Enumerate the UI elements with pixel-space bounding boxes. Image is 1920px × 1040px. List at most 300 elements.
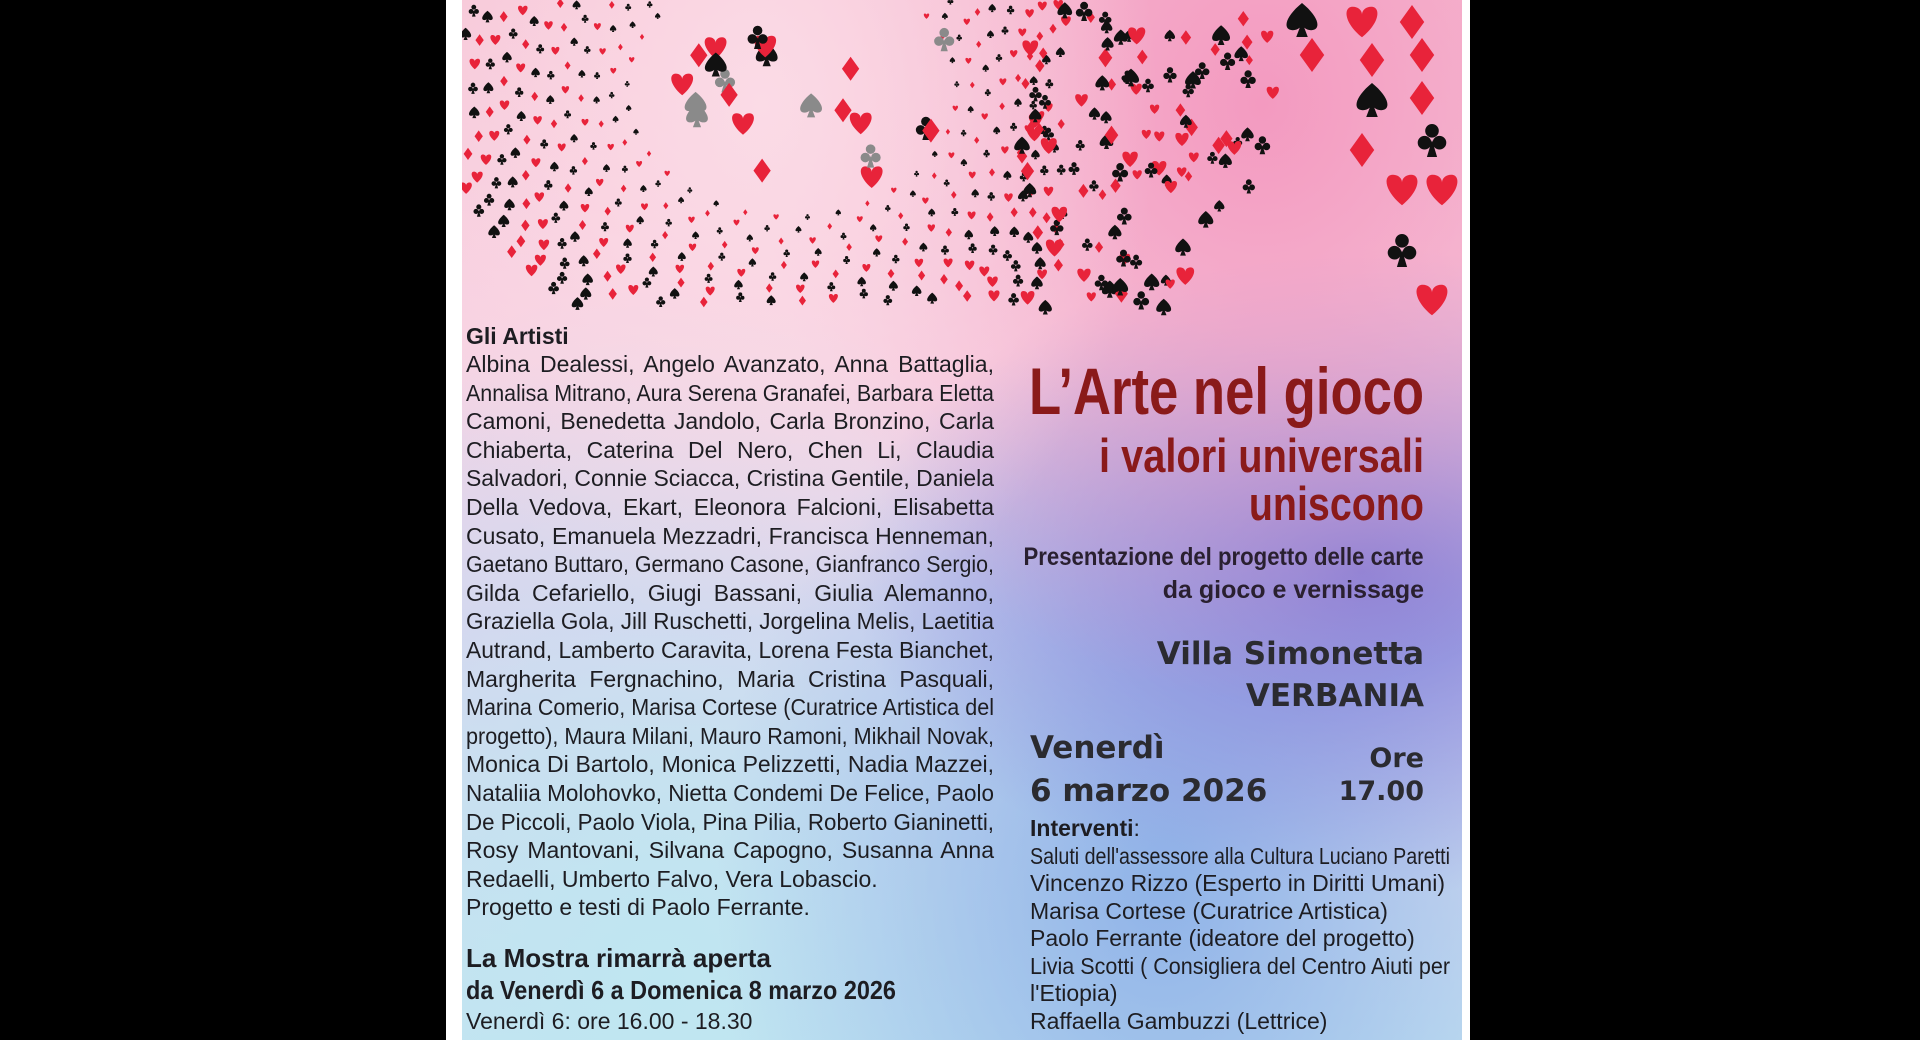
- club-suit-icon: [642, 277, 651, 287]
- artists-line: Albina Dealessi, Angelo Avanzato, Anna Battaglia,: [466, 351, 994, 377]
- diamond-suit-icon: [1181, 30, 1191, 45]
- spade-suit-icon: [1198, 211, 1213, 228]
- diamond-suit-icon: [1015, 74, 1021, 82]
- diamond-suit-icon: [753, 159, 770, 183]
- spade-suit-icon: [570, 38, 577, 46]
- heart-suit-icon: [490, 35, 500, 45]
- spade-suit-icon: [919, 243, 927, 252]
- event-title: L’Arte nel gioco: [1028, 354, 1424, 428]
- diamond-suit-icon: [609, 288, 617, 300]
- diamond-suit-icon: [720, 83, 737, 107]
- heart-suit-icon: [1025, 9, 1034, 17]
- diamond-suit-icon: [551, 119, 557, 128]
- diamond-suit-icon: [649, 253, 656, 262]
- spade-suit-icon: [1095, 75, 1109, 90]
- spade-suit-icon: [927, 293, 937, 304]
- diamond-suit-icon: [517, 235, 526, 247]
- artists-list: [466, 350, 1026, 893]
- heart-suit-icon: [481, 154, 492, 164]
- spade-suit-icon: [968, 106, 974, 113]
- club-suit-icon: [1117, 208, 1132, 225]
- diamond-suit-icon: [1043, 212, 1051, 223]
- spade-suit-icon: [613, 116, 619, 123]
- club-suit-icon: [1243, 179, 1255, 193]
- spade-suit-icon: [1212, 25, 1230, 45]
- club-suit-icon: [1388, 234, 1417, 267]
- spade-suit-icon: [1010, 227, 1020, 238]
- spade-suit-icon: [932, 151, 937, 157]
- heart-suit-icon: [562, 86, 569, 93]
- club-suit-icon: [996, 54, 1002, 61]
- club-suit-icon: [989, 245, 998, 255]
- heart-suit-icon: [581, 119, 588, 126]
- club-suit-icon: [504, 124, 513, 134]
- club-suit-icon: [509, 28, 518, 38]
- heart-suit-icon: [531, 158, 540, 167]
- heart-suit-icon: [462, 182, 472, 193]
- spade-suit-icon: [1056, 47, 1065, 57]
- artists-line: Monica Di Bartolo, Monica Pelizzetti, Nadia Mazzei,: [466, 751, 995, 778]
- spade-suit-icon: [1003, 171, 1011, 180]
- heart-suit-icon: [733, 220, 739, 226]
- club-suit-icon: [594, 72, 600, 79]
- club-suit-icon: [1007, 6, 1014, 15]
- artists-line: Margherita Fergnachino, Maria Cristina Pasquali,: [466, 665, 994, 692]
- diamond-suit-icon: [464, 148, 473, 160]
- club-suit-icon: [1040, 166, 1048, 176]
- diamond-suit-icon: [834, 98, 851, 122]
- spade-suit-icon: [585, 187, 593, 196]
- event-day: Venerdì: [1030, 730, 1165, 766]
- spade-suit-icon: [1102, 37, 1114, 50]
- spade-suit-icon: [550, 162, 559, 171]
- artists-line: De Piccoli, Paolo Viola, Pina Pilia, Roberto Gianinetti,: [466, 808, 994, 835]
- spade-suit-icon: [546, 95, 554, 104]
- spade-suit-icon: [857, 277, 866, 286]
- club-suit-icon: [601, 222, 609, 231]
- speakers-colon: :: [1133, 815, 1140, 841]
- spade-suit-icon: [889, 281, 898, 291]
- heart-suit-icon: [965, 58, 971, 64]
- heart-suit-icon: [915, 259, 924, 267]
- heart-suit-icon: [706, 287, 715, 296]
- spade-suit-icon: [912, 286, 922, 297]
- artists-line: Annalisa Mitrano, Aura Serena Granafei, Barbara Eletta: [466, 379, 994, 406]
- spade-suit-icon: [1101, 111, 1112, 123]
- heart-suit-icon: [1176, 267, 1194, 285]
- heart-suit-icon: [809, 237, 815, 243]
- diamond-suit-icon: [557, 0, 564, 8]
- club-suit-icon: [860, 289, 868, 299]
- club-suit-icon: [961, 130, 967, 136]
- diamond-suit-icon: [766, 283, 773, 292]
- club-suit-icon: [469, 5, 479, 17]
- heart-suit-icon: [676, 265, 685, 273]
- heart-suit-icon: [1128, 27, 1145, 44]
- diamond-suit-icon: [640, 34, 644, 40]
- club-suit-icon: [1240, 70, 1255, 88]
- spade-suit-icon: [965, 230, 974, 239]
- venue: [1157, 633, 1424, 717]
- heart-suit-icon: [1387, 175, 1418, 206]
- club-suit-icon: [570, 166, 577, 175]
- heart-suit-icon: [1046, 239, 1063, 256]
- diamond-suit-icon: [582, 157, 588, 165]
- presentation-line2: da gioco e vernissage: [1162, 576, 1424, 604]
- club-suit-icon: [1089, 180, 1098, 191]
- spade-suit-icon: [800, 272, 808, 281]
- spade-suit-icon: [559, 201, 568, 211]
- diamond-suit-icon: [1029, 207, 1037, 218]
- heart-suit-icon: [773, 214, 778, 219]
- diamond-suit-icon: [565, 61, 571, 69]
- heart-suit-icon: [1087, 292, 1096, 301]
- diamond-suit-icon: [955, 280, 963, 291]
- spade-suit-icon: [971, 189, 978, 197]
- heart-suit-icon: [636, 161, 642, 167]
- artists-heading: Gli Artisti: [466, 323, 569, 349]
- diamond-suit-icon: [1238, 11, 1249, 26]
- spade-suit-icon: [836, 209, 841, 215]
- diamond-suit-icon: [779, 238, 784, 245]
- diamond-suit-icon: [846, 243, 852, 251]
- spade-suit-icon: [462, 28, 471, 40]
- diamond-suit-icon: [999, 102, 1005, 110]
- club-suit-icon: [590, 142, 596, 149]
- heart-suit-icon: [1189, 152, 1199, 162]
- club-suit-icon: [609, 92, 615, 98]
- club-suit-icon: [1133, 291, 1149, 309]
- spade-suit-icon: [988, 4, 995, 12]
- heart-suit-icon: [664, 171, 669, 176]
- spade-suit-icon: [1357, 83, 1388, 117]
- heart-suit-icon: [1077, 269, 1090, 282]
- heart-suit-icon: [1133, 170, 1142, 179]
- heart-suit-icon: [1142, 130, 1151, 139]
- club-suit-icon: [1057, 165, 1066, 175]
- club-suit-icon: [615, 199, 622, 207]
- diamond-suit-icon: [1099, 189, 1107, 200]
- club-suit-icon: [497, 154, 506, 165]
- club-suit-icon: [622, 166, 628, 173]
- artists-line: Della Vedova, Ekart, Eleonora Falcioni, Elisabetta: [466, 493, 994, 520]
- spade-suit-icon: [990, 226, 999, 236]
- speakers-section: [1030, 815, 1462, 1034]
- artists-line: Redaelli, Umberto Falvo, Vera Lobascio.: [466, 865, 878, 892]
- heart-suit-icon: [626, 225, 634, 233]
- diamond-suit-icon: [705, 210, 710, 217]
- diamond-suit-icon: [579, 220, 586, 230]
- spade-suit-icon: [1031, 277, 1043, 290]
- diamond-suit-icon: [708, 262, 714, 271]
- spade-suit-icon: [579, 255, 589, 266]
- heart-suit-icon: [535, 192, 545, 201]
- spade-suit-icon: [1031, 150, 1040, 159]
- spade-suit-icon: [1241, 127, 1254, 141]
- heart-suit-icon: [968, 211, 976, 219]
- club-suit-icon: [1045, 79, 1053, 88]
- diamond-suit-icon: [799, 296, 806, 306]
- diamond-suit-icon: [987, 212, 994, 221]
- diamond-suit-icon: [781, 261, 787, 269]
- spade-suit-icon: [987, 30, 994, 38]
- diamond-suit-icon: [1049, 24, 1056, 34]
- heart-suit-icon: [988, 290, 999, 301]
- heart-suit-icon: [544, 21, 553, 29]
- club-suit-icon: [557, 238, 566, 249]
- spade-suit-icon: [504, 199, 515, 211]
- spade-suit-icon: [795, 226, 801, 233]
- diamond-suit-icon: [1058, 119, 1065, 129]
- spade-suit-icon: [1175, 239, 1191, 256]
- diamond-suit-icon: [865, 200, 869, 206]
- heart-suit-icon: [599, 238, 608, 247]
- spade-suit-icon: [910, 190, 916, 197]
- diamond-suit-icon: [522, 39, 529, 49]
- spade-suit-icon: [483, 82, 493, 93]
- club-suit-icon: [547, 71, 554, 80]
- heart-suit-icon: [969, 172, 976, 179]
- spade-suit-icon: [928, 209, 935, 217]
- artists-line: Gaetano Buttaro, Germano Casone, Gianfranco Sergio,: [466, 551, 994, 578]
- club-suit-icon: [544, 180, 552, 190]
- event-title-wrap: [929, 356, 1424, 426]
- diamond-suit-icon: [902, 238, 908, 246]
- club-suit-icon: [536, 44, 544, 53]
- heart-suit-icon: [850, 113, 872, 135]
- spade-suit-icon: [670, 288, 680, 299]
- diamond-suit-icon: [1054, 259, 1063, 272]
- diamond-suit-icon: [946, 228, 952, 237]
- diamond-suit-icon: [500, 11, 508, 22]
- spade-suit-icon: [734, 280, 743, 289]
- club-suit-icon: [551, 213, 560, 223]
- club-suit-icon: [492, 177, 502, 188]
- event-date-text: 6 marzo 2026: [1030, 773, 1268, 809]
- heart-suit-icon: [922, 198, 928, 204]
- spade-suit-icon: [678, 197, 684, 204]
- heart-suit-icon: [862, 264, 870, 272]
- spade-suit-icon: [633, 129, 638, 135]
- speaker-item: Paolo Ferrante (ideatore del progetto): [1030, 925, 1415, 951]
- club-suit-icon: [1002, 26, 1009, 34]
- club-suit-icon: [1130, 255, 1142, 269]
- club-suit-icon: [647, 1, 653, 7]
- spade-suit-icon: [1035, 257, 1046, 269]
- heart-suit-icon: [539, 240, 550, 250]
- spade-suit-icon: [1014, 137, 1030, 154]
- heart-suit-icon: [752, 247, 759, 254]
- spade-suit-icon: [1165, 30, 1176, 42]
- club-suit-icon: [988, 192, 995, 201]
- heart-suit-icon: [1175, 133, 1188, 146]
- artists-line: Autrand, Lamberto Caravita, Lorena Festa Bianchet,: [466, 636, 995, 663]
- event-time: [1339, 742, 1424, 808]
- heart-suit-icon: [1022, 40, 1038, 56]
- club-suit-icon: [934, 28, 954, 51]
- diamond-suit-icon: [565, 183, 572, 192]
- playing-card-suits-decoration: [462, 0, 1462, 320]
- club-suit-icon: [557, 272, 567, 284]
- spade-suit-icon: [582, 274, 593, 286]
- heart-suit-icon: [610, 68, 616, 74]
- heart-suit-icon: [1001, 146, 1008, 153]
- club-suit-icon: [560, 258, 570, 269]
- heart-suit-icon: [500, 100, 510, 109]
- heart-suit-icon: [641, 203, 648, 210]
- club-suit-icon: [584, 46, 590, 53]
- artists-line: Camoni, Benedetta Jandolo, Carla Bronzino, Carla: [466, 408, 995, 435]
- speaker-item: l'Etiopia): [1030, 980, 1118, 1006]
- spade-suit-icon: [1214, 200, 1224, 211]
- spade-suit-icon: [870, 224, 876, 231]
- presentation-line1: Presentazione del progetto delle carte: [1024, 543, 1424, 571]
- heart-suit-icon: [1154, 131, 1164, 141]
- artists-line: progetto), Maura Milani, Mauro Ramoni, Mikhail Novak,: [466, 722, 995, 749]
- diamond-suit-icon: [976, 41, 981, 48]
- club-suit-icon: [623, 253, 631, 263]
- spade-suit-icon: [593, 96, 599, 103]
- venue-city: VERBANIA: [1245, 678, 1424, 714]
- spade-suit-icon: [502, 52, 512, 63]
- spade-suit-icon: [800, 93, 822, 117]
- diamond-suit-icon: [561, 23, 567, 32]
- club-suit-icon: [1076, 140, 1085, 151]
- diamond-suit-icon: [1033, 225, 1044, 240]
- presentation: [972, 541, 1424, 607]
- diamond-suit-icon: [842, 57, 859, 81]
- club-suit-icon: [540, 139, 548, 148]
- spade-suit-icon: [1023, 232, 1033, 243]
- club-suit-icon: [983, 150, 989, 157]
- time-value: 17.00: [1338, 776, 1424, 807]
- heart-suit-icon: [953, 106, 958, 111]
- diamond-suit-icon: [593, 249, 601, 259]
- artists-line: Chiaberta, Caterina Del Nero, Chen Li, Claudia: [466, 436, 995, 463]
- diamond-suit-icon: [1078, 184, 1088, 198]
- heart-suit-icon: [1044, 187, 1054, 196]
- club-suit-icon: [1142, 79, 1154, 93]
- heart-suit-icon: [472, 172, 483, 183]
- club-suit-icon: [1116, 250, 1131, 267]
- diamond-suit-icon: [475, 130, 483, 142]
- spade-suit-icon: [678, 252, 686, 261]
- heart-suit-icon: [616, 264, 626, 273]
- club-suit-icon: [1010, 123, 1017, 131]
- heart-suit-icon: [812, 261, 819, 268]
- heart-suit-icon: [516, 63, 525, 72]
- club-suit-icon: [582, 15, 589, 23]
- heart-suit-icon: [965, 261, 975, 270]
- club-suit-icon: [468, 83, 478, 94]
- spade-suit-icon: [508, 176, 518, 187]
- heart-suit-icon: [526, 265, 538, 276]
- club-suit-icon: [1418, 124, 1447, 157]
- club-suit-icon: [486, 59, 495, 70]
- heart-suit-icon: [979, 267, 989, 277]
- heart-suit-icon: [1037, 269, 1047, 279]
- artists-line: Graziella Gola, Jill Ruschetti, Jorgelina Melis, Laetitia: [466, 608, 994, 635]
- diamond-suit-icon: [531, 92, 538, 101]
- diamond-suit-icon: [475, 34, 483, 46]
- spade-suit-icon: [488, 225, 500, 238]
- club-suit-icon: [892, 255, 899, 264]
- spade-suit-icon: [1089, 107, 1100, 119]
- diamond-suit-icon: [622, 139, 627, 146]
- club-suit-icon: [954, 81, 959, 87]
- club-suit-icon: [1112, 163, 1128, 182]
- diamond-suit-icon: [677, 278, 684, 288]
- heart-suit-icon: [671, 74, 693, 96]
- heart-suit-icon: [1018, 29, 1026, 37]
- artists-line: Nataliia Molohovko, Nietta Condemi De Felice, Paolo: [466, 779, 995, 806]
- heart-suit-icon: [732, 113, 754, 135]
- subtitle-line1: i valori universali: [1099, 429, 1424, 482]
- heart-suit-icon: [924, 14, 929, 19]
- heart-suit-icon: [1427, 175, 1458, 206]
- club-suit-icon: [769, 272, 776, 281]
- diamond-suit-icon: [522, 198, 530, 209]
- credits: Progetto e testi di Paolo Ferrante.: [466, 894, 810, 921]
- heart-suit-icon: [538, 219, 548, 229]
- spade-suit-icon: [570, 134, 577, 142]
- heart-suit-icon: [948, 152, 954, 158]
- heart-suit-icon: [688, 217, 694, 223]
- speaker-item: Raffaella Gambuzzi (Lettrice): [1030, 1007, 1328, 1034]
- club-suit-icon: [944, 179, 950, 186]
- event-subtitle: [1040, 429, 1424, 530]
- event-date: [1030, 727, 1267, 813]
- spade-suit-icon: [815, 248, 822, 256]
- spade-suit-icon: [649, 267, 658, 277]
- heart-suit-icon: [1150, 105, 1159, 114]
- spade-suit-icon: [469, 107, 480, 119]
- diamond-suit-icon: [1098, 48, 1112, 67]
- spade-suit-icon: [630, 21, 636, 28]
- spade-suit-icon: [531, 68, 540, 77]
- club-suit-icon: [968, 243, 976, 253]
- club-suit-icon: [956, 34, 962, 40]
- club-suit-icon: [1207, 152, 1217, 164]
- diamond-suit-icon: [833, 270, 839, 279]
- diamond-suit-icon: [970, 82, 975, 89]
- club-suit-icon: [515, 87, 523, 97]
- exhibition-line1: La Mostra rimarrà aperta: [466, 943, 771, 973]
- heart-suit-icon: [596, 179, 603, 186]
- heart-suit-icon: [944, 258, 953, 267]
- club-suit-icon: [951, 208, 958, 216]
- diamond-suit-icon: [989, 168, 995, 176]
- club-suit-icon: [718, 253, 725, 261]
- spade-suit-icon: [511, 147, 521, 158]
- diamond-suit-icon: [1137, 50, 1148, 65]
- diamond-suit-icon: [1095, 242, 1103, 253]
- heart-suit-icon: [1267, 87, 1279, 99]
- spade-suit-icon: [640, 185, 646, 192]
- diamond-suit-icon: [888, 269, 895, 278]
- spade-suit-icon: [572, 297, 584, 310]
- heart-suit-icon: [1177, 167, 1187, 176]
- diamond-suit-icon: [1400, 5, 1424, 39]
- spade-suit-icon: [993, 126, 1000, 134]
- artists-line: Rosy Mantovani, Silvana Capogno, Susanna Anna: [466, 837, 994, 864]
- diamond-suit-icon: [722, 241, 728, 249]
- diamond-suit-icon: [1360, 43, 1384, 77]
- heart-suit-icon: [1075, 94, 1088, 107]
- heart-suit-icon: [981, 113, 987, 119]
- diamond-suit-icon: [1350, 133, 1374, 167]
- club-suit-icon: [914, 171, 919, 177]
